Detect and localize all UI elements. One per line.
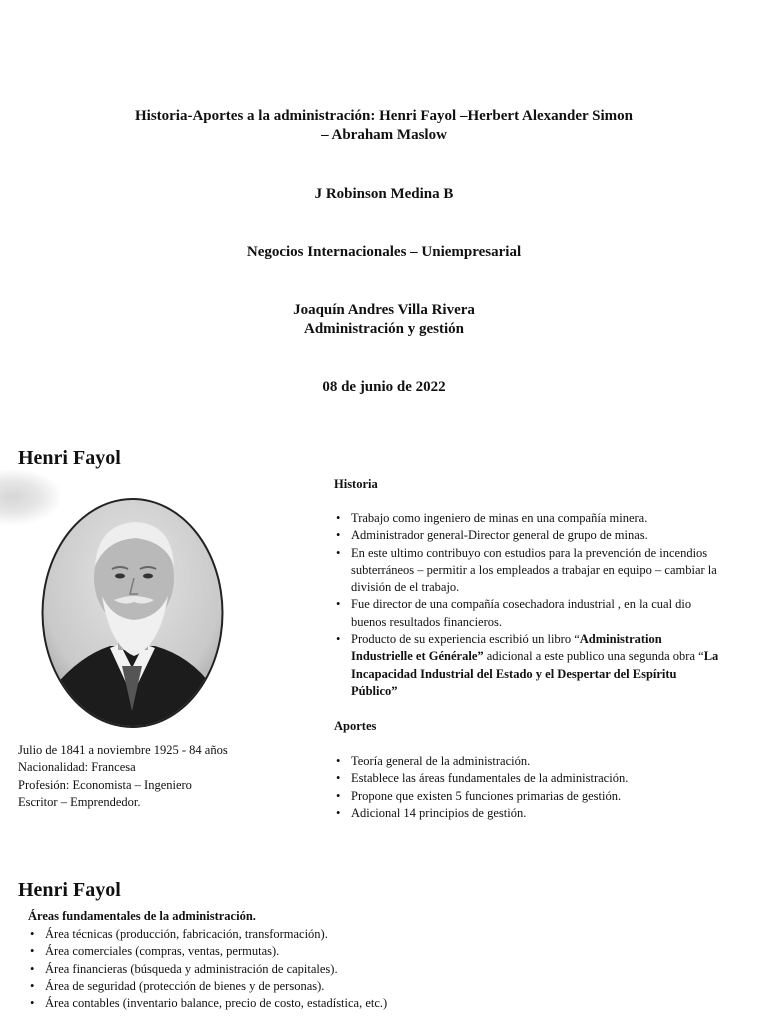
bio-occupation: Escritor – Emprendedor. — [18, 794, 141, 809]
author-name: J Robinson Medina B — [314, 186, 454, 202]
historia-item-text: adicional a este publico una segunda obra “ — [483, 649, 704, 664]
historia-item: • Fue director de una compañía cosechadora industrial , en la cual dio buenos resultados financieros. — [334, 596, 724, 631]
teacher-block — [60, 301, 708, 339]
areas-list — [28, 926, 588, 1012]
historia-item: • Trabajo como ingeniero de minas en una compañía minera. — [334, 510, 724, 527]
historia-item-books — [334, 631, 724, 700]
document-title-line-1: Historia-Aportes a la administración: Henri Fayol –Herbert Alexander Simon — [134, 108, 633, 124]
henri-fayol-portrait — [40, 496, 225, 730]
aportes-heading: Aportes — [334, 719, 377, 733]
bio-block — [18, 742, 288, 811]
bio-profession: Profesión: Economista – Ingeniero — [18, 777, 192, 792]
historia-item: • En este ultimo contribuyo con estudios para la prevención de incendios subterráneos – permitir a los empleados a trabajar en equipo – cambiar la división de el trabajo. — [334, 545, 724, 597]
bio-nationality: Nacionalidad: Francesa — [18, 760, 136, 775]
course-name: Administración y gestión — [303, 321, 464, 337]
area-item: • Área comerciales (compras, ventas, permutas). — [28, 943, 588, 960]
section-heading-henri-fayol: Henri Fayol — [18, 447, 121, 469]
aportes-item: • Establece las áreas fundamentales de la administración. — [334, 770, 724, 787]
aportes-item: • Adicional 14 principios de gestión. — [334, 805, 724, 822]
area-item: • Área de seguridad (protección de bienes y de personas). — [28, 978, 588, 995]
aportes-item: • Teoría general de la administración. — [334, 753, 724, 770]
aportes-item: • Propone que existen 5 funciones primarias de gestión. — [334, 788, 724, 805]
book-title-1: Administration Industrielle et Générale” — [351, 632, 662, 664]
area-item: • Área financieras (búsqueda y administración de capitales). — [28, 961, 588, 978]
document-title — [60, 107, 708, 145]
area-item: • Área técnicas (producción, fabricación, transformación). — [28, 926, 588, 943]
historia-item-text: Producto de su experiencia escribió un libro “ — [351, 632, 580, 647]
program-name: Negocios Internacionales – Uniempresarial — [246, 244, 522, 260]
historia-heading: Historia — [334, 477, 378, 491]
bio-dates: Julio de 1841 a noviembre 1925 - 84 años — [18, 743, 228, 757]
book-title-2: La Incapacidad Industrial del Estado y el Despertar del Espíritu Público” — [351, 649, 719, 698]
historia-list — [334, 510, 724, 700]
areas-subheading: Áreas fundamentales de la administración. — [28, 909, 256, 923]
document-date: 08 de junio de 2022 — [322, 379, 446, 395]
document-title-line-2: – Abraham Maslow — [321, 127, 447, 143]
area-item: • Área contables (inventario balance, precio de costo, estadística, etc.) — [28, 995, 588, 1012]
teacher-name: Joaquín Andres Villa Rivera — [293, 302, 475, 318]
aportes-list — [334, 753, 724, 822]
section-heading-henri-fayol-2: Henri Fayol — [18, 879, 121, 901]
historia-item: • Administrador general-Director general de grupo de minas. — [334, 527, 724, 544]
